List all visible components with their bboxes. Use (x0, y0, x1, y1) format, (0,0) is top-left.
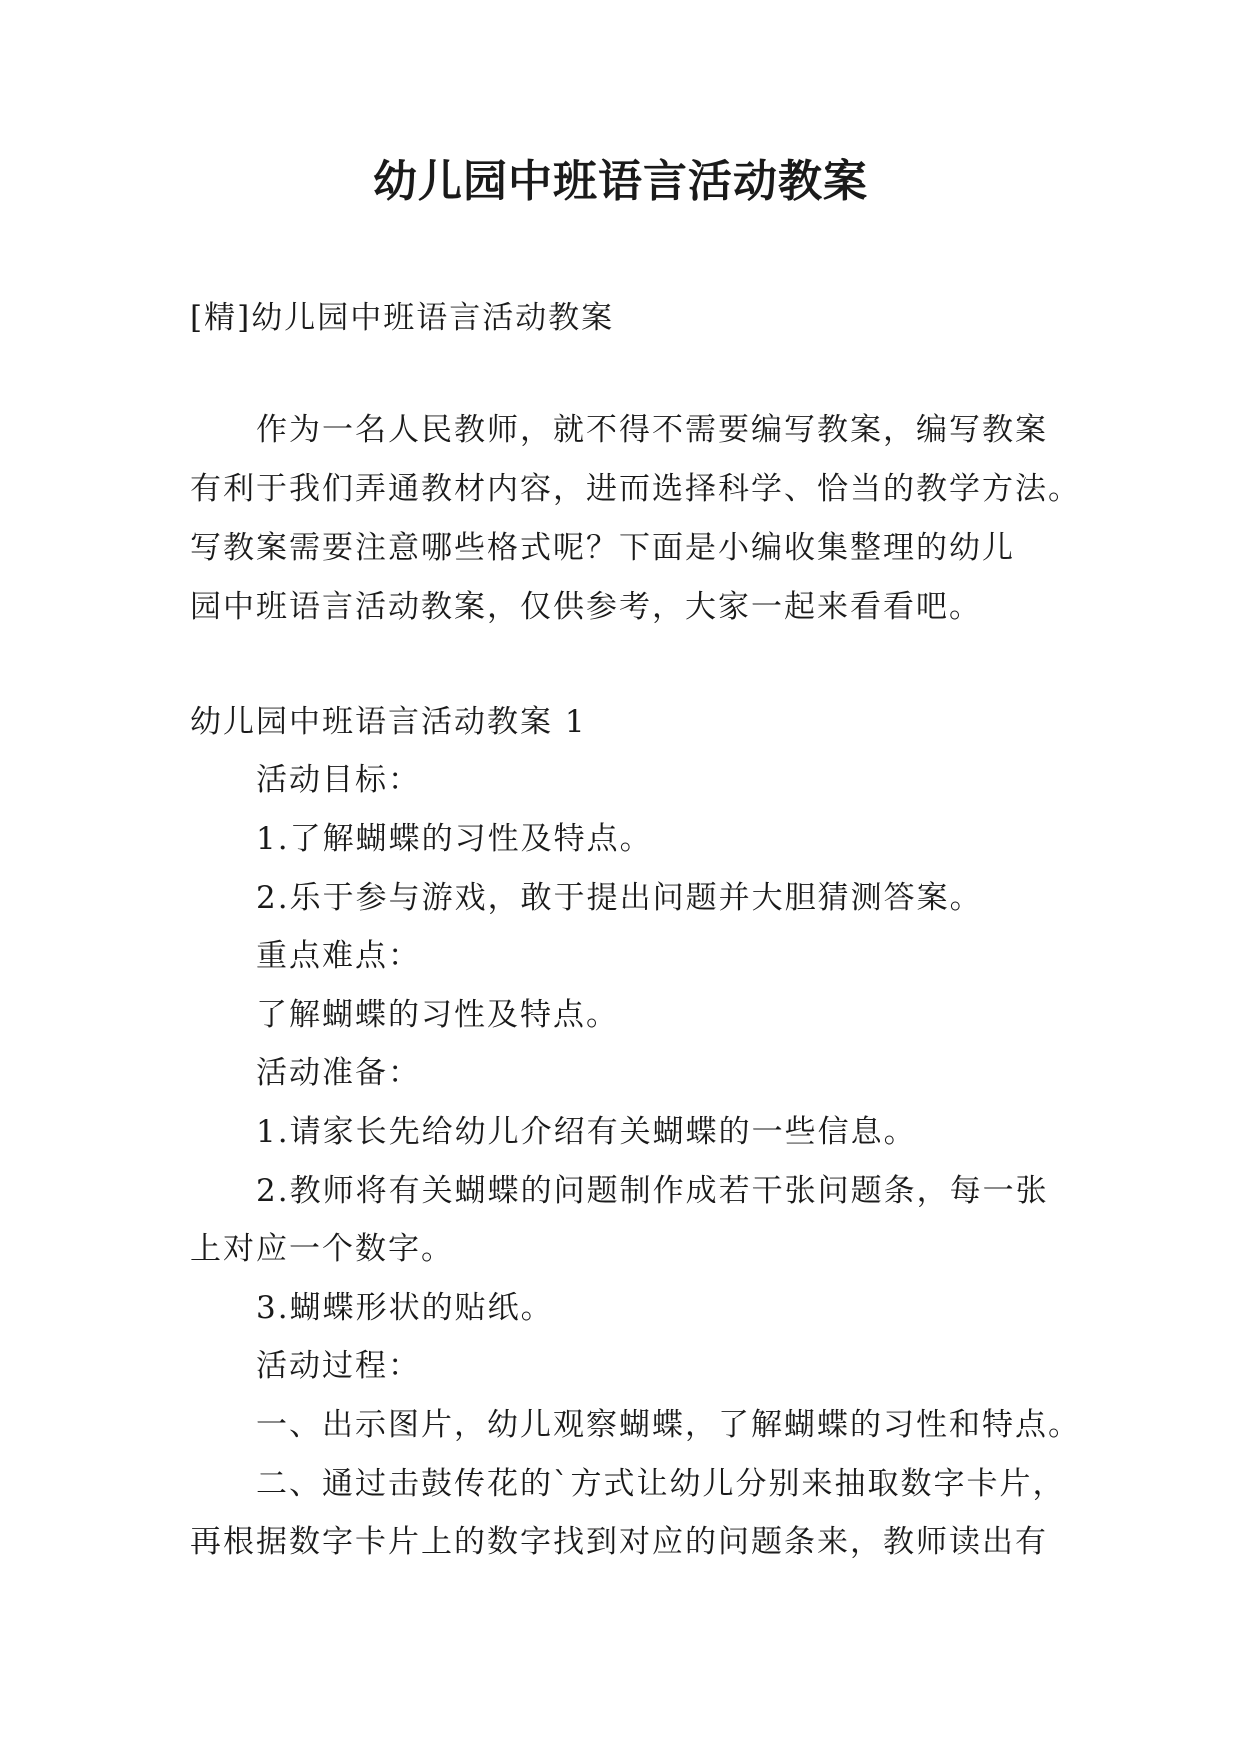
body-line: 二、通过击鼓传花的`方式让幼儿分别来抽取数字卡片， (256, 1466, 1066, 1502)
intro-line-1: 作为一名人民教师，就不得不需要编写教案，编写教案 (256, 412, 1048, 448)
body-line: 活动准备： (256, 1055, 421, 1091)
body-line: 2.乐于参与游戏，敢于提出问题并大胆猜测答案。 (256, 880, 983, 916)
intro-line-2: 有利于我们弄通教材内容，进而选择科学、恰当的教学方法。 (190, 471, 1081, 507)
body-line: 2.教师将有关蝴蝶的问题制作成若干张问题条，每一张 (256, 1173, 1049, 1209)
body-line: 活动过程： (256, 1348, 421, 1384)
section-title: 幼儿园中班语言活动教案 1 (190, 704, 587, 740)
body-line: 1.请家长先给幼儿介绍有关蝴蝶的一些信息。 (256, 1114, 917, 1150)
body-line: 3.蝴蝶形状的贴纸。 (256, 1290, 554, 1326)
body-line: 上对应一个数字。 (190, 1231, 454, 1267)
body-line: 了解蝴蝶的习性及特点。 (256, 997, 619, 1033)
document-subtitle: [精]幼儿园中班语言活动教案 (190, 300, 615, 336)
intro-line-4: 园中班语言活动教案，仅供参考，大家一起来看看吧。 (190, 589, 982, 625)
document-title: 幼儿园中班语言活动教案 (373, 156, 868, 207)
body-line: 重点难点： (256, 938, 421, 974)
body-line: 一、出示图片，幼儿观察蝴蝶，了解蝴蝶的习性和特点。 (256, 1407, 1081, 1443)
body-line: 再根据数字卡片上的数字找到对应的问题条来，教师读出有 (190, 1524, 1048, 1560)
intro-line-3: 写教案需要注意哪些格式呢？下面是小编收集整理的幼儿 (190, 530, 1015, 566)
body-line: 1.了解蝴蝶的习性及特点。 (256, 821, 653, 857)
body-line: 活动目标： (256, 762, 421, 798)
